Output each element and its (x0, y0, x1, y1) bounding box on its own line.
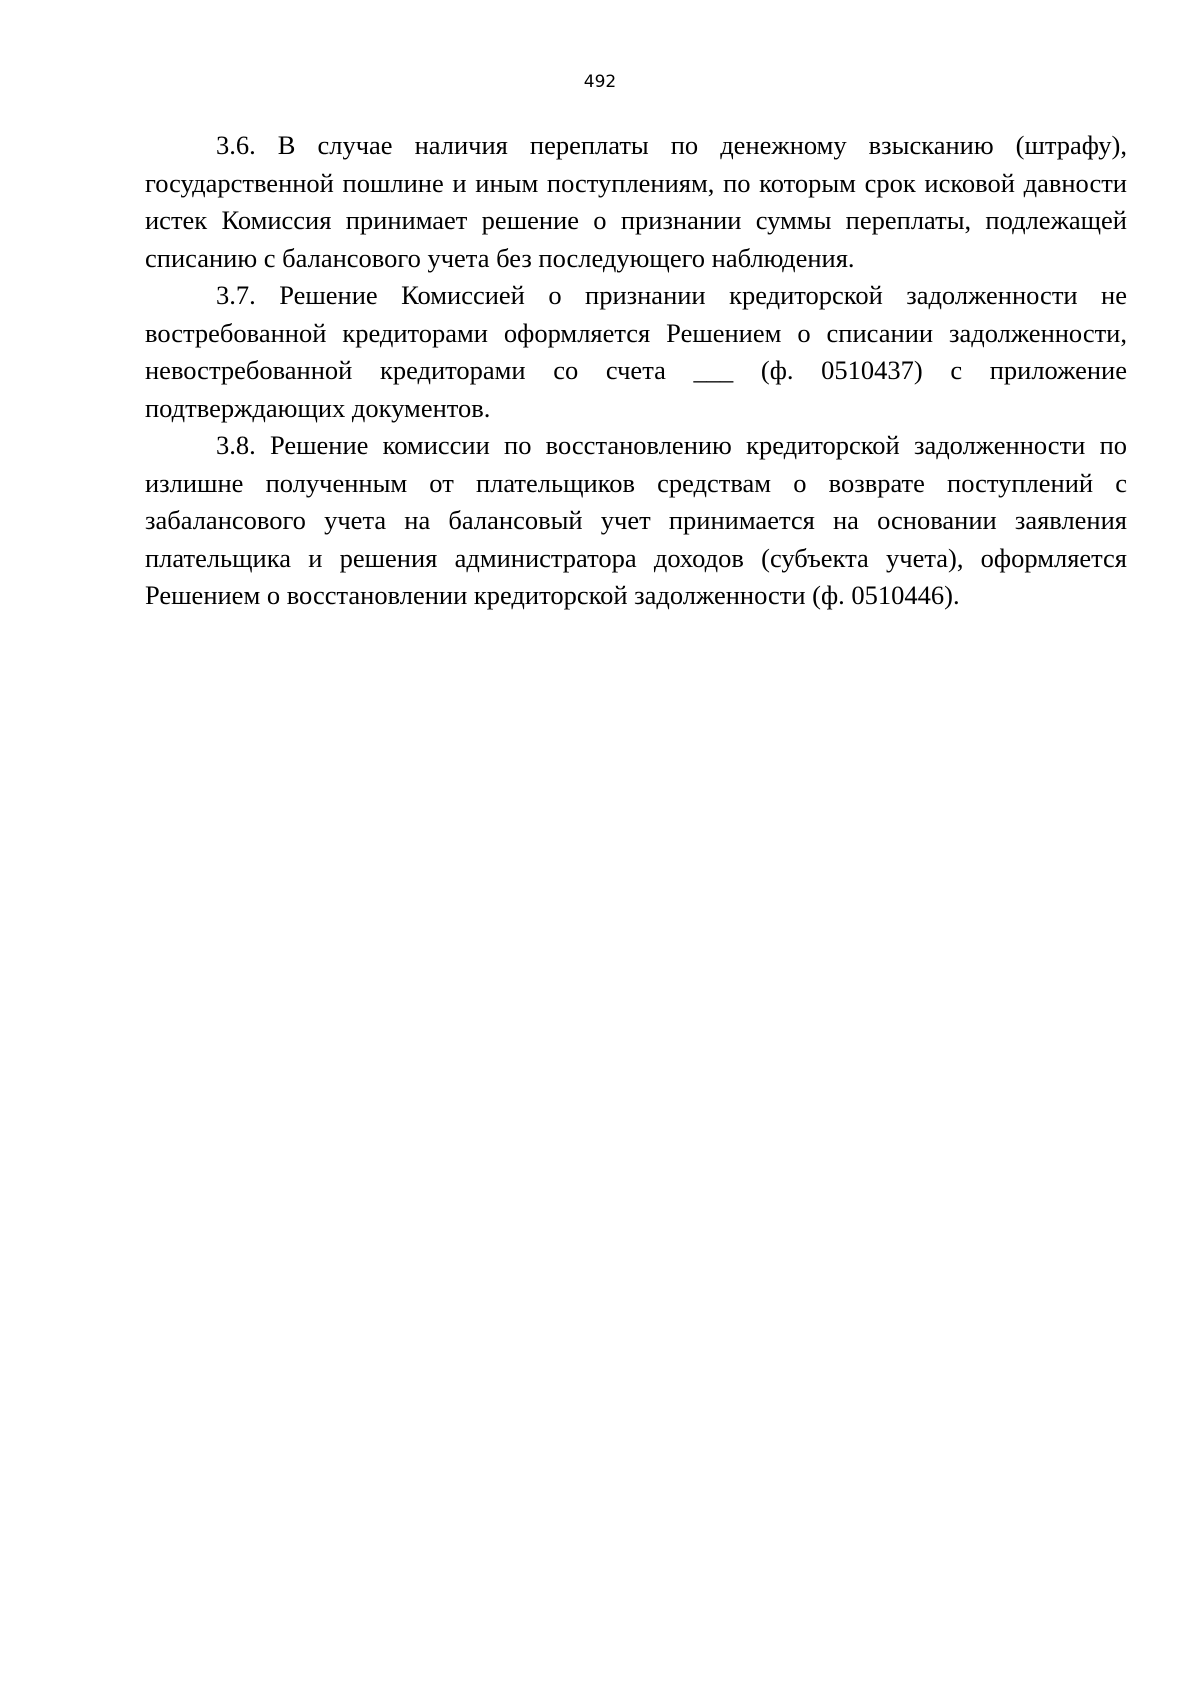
page-number: 492 (583, 72, 617, 92)
paragraph-3-7: 3.7. Решение Комиссией о признании кредиторской задолженности не востребованной кредиторами оформляется Решением о списании задолженности, невостребованной кредиторами со счета ___ (ф. 0510437) с приложение подтверждающих документов. (145, 280, 1127, 423)
paragraph-3-8: 3.8. Решение комиссии по восстановлению кредиторской задолженности по излишне полученным от плательщиков средствам о возврате поступлений с забалансового учета на балансовый учет принимается на основании заявления плательщика и решения администратора доходов (субъекта учета), оформляется Решением о восстановлении кредиторской задолженности (ф. 0510446). (145, 430, 1127, 610)
document-body (145, 127, 1127, 615)
paragraph-3-6: 3.6. В случае наличия переплаты по денежному взысканию (штрафу), государственной пошлине и иным поступлениям, по которым срок исковой давности истек Комиссия принимает решение о признании суммы переплаты, подлежащей списанию с балансового учета без последующего наблюдения. (145, 130, 1127, 273)
